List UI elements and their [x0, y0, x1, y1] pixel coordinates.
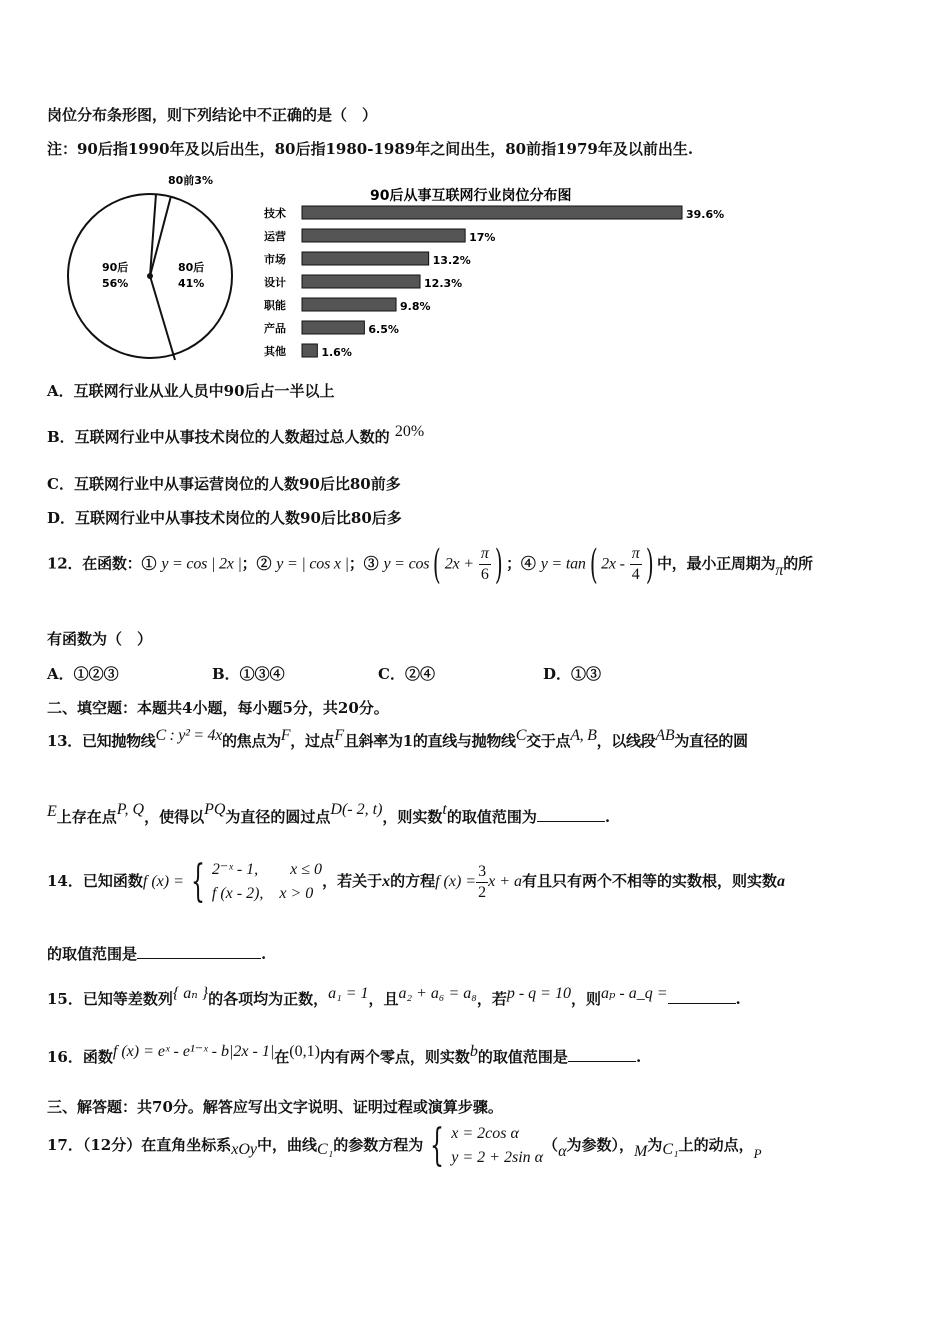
- bar: [302, 229, 465, 242]
- bar-category-label: 职能: [264, 299, 286, 312]
- q11-option-c: C．互联网行业中从事运营岗位的人数90后比80前多: [47, 475, 401, 493]
- q12-f4-inner: 2x -: [601, 555, 625, 573]
- pie-label-90: 90后: [102, 261, 129, 274]
- q12-f3-head: y = cos: [383, 555, 430, 573]
- q12-f4-fraction: $\frac{\pi}{4}$: [631, 545, 640, 583]
- q11-option-b-text: B．互联网行业中从事技术岗位的人数超过总人数的: [47, 428, 390, 446]
- q16-function: f (x) = eˣ - e¹⁻ˣ - b|2x - 1|: [112, 1043, 275, 1060]
- q14-answer-blank[interactable]: [137, 958, 261, 959]
- q12-tail: 的所: [783, 554, 813, 573]
- q12-f3-fraction: $\frac{\pi}{6}$: [480, 545, 489, 583]
- bar-value-label: 39.6%: [686, 208, 725, 221]
- bar-value-label: 13.2%: [432, 254, 471, 267]
- q12-option-c: C．②④: [378, 665, 435, 683]
- q12-f3-inner: 2x +: [444, 555, 474, 573]
- q13-parabola: C : y² = 4x: [155, 727, 222, 744]
- bar-category-label: 设计: [264, 276, 286, 289]
- q14-line1: 14．已知函数f (x) = { 2⁻ˣ - 1, x ≤ 0 f (x - 2), x > 0 ，若关于x的方程f (x) = $\frac{3}{2}$ x + a有且只有两个不相等的实数根，则实数a: [47, 856, 786, 907]
- q12-mid: 中，最小正周期为: [656, 554, 776, 573]
- q12-f1-mark: ①: [141, 554, 157, 573]
- bar-value-label: 17%: [469, 231, 496, 244]
- bar: [302, 298, 396, 311]
- q12-f1: y = cos | 2x |: [161, 555, 242, 573]
- section-2-heading: 二、填空题：本题共4小题，每小题5分，共20分。: [47, 699, 389, 717]
- q12-option-d: D．①③: [543, 665, 602, 683]
- q12-f3-mark: ；③: [348, 554, 379, 573]
- bar-value-label: 12.3%: [424, 277, 463, 290]
- pie-chart: [62, 172, 242, 362]
- q11-option-d: D．互联网行业中从事技术岗位的人数90后比80后多: [47, 509, 402, 527]
- q13-line2: E上存在点P, Q，使得以PQ为直径的圆过点D(- 2, t)，则实数t的取值范围为 .: [47, 801, 611, 826]
- pie-center: [147, 273, 153, 279]
- q17-parametric: x = 2cos α y = 2 + 2sin α: [451, 1125, 544, 1166]
- bar: [302, 252, 429, 265]
- q13-answer-blank[interactable]: [537, 821, 605, 822]
- q12-f2-mark: ；②: [241, 554, 272, 573]
- q11-note: 注：90后指1990年及以后出生，80后指1980-1989年之间出生，80前指1979年及以前出生.: [47, 140, 694, 158]
- q12-option-a: A．①②③: [47, 665, 119, 683]
- q14-piecewise: 2⁻ˣ - 1, x ≤ 0 f (x - 2), x > 0: [211, 861, 323, 902]
- bar: [302, 206, 682, 219]
- bar-category-label: 技术: [264, 207, 286, 220]
- pie-divider-90-80: [150, 276, 175, 360]
- q12-f2: y = | cos x |: [276, 555, 349, 573]
- pie-pct-90: 56%: [102, 277, 129, 290]
- bar-category-label: 产品: [264, 322, 286, 335]
- section-3-heading: 三、解答题：共70分。解答应写出文字说明、证明过程或演算步骤。: [47, 1098, 503, 1116]
- q12-f4-mark: ；④: [506, 554, 536, 573]
- bar-category-label: 其他: [264, 345, 286, 358]
- q12-line2: 有函数为（ ）: [47, 630, 153, 648]
- q11-option-b-math: 20%: [394, 423, 425, 440]
- q16-answer-blank[interactable]: [568, 1061, 636, 1062]
- q15-line: 15．已知等差数列{ aₙ }的各项均为正数，a₁ = 1，且a₂ + a₆ = a₈，若p - q = 10，则aₚ - a_q = .: [47, 985, 741, 1008]
- bar-value-label: 6.5%: [368, 323, 399, 336]
- q12-pi: π: [775, 561, 784, 579]
- q12-option-b: B．①③④: [212, 665, 285, 683]
- bar-category-label: 运营: [264, 230, 286, 243]
- q11-stem-end: 岗位分布条形图，则下列结论中不正确的是（ ）: [47, 106, 378, 124]
- bar-value-label: 9.8%: [400, 300, 431, 313]
- q16-line: 16．函数f (x) = eˣ - e¹⁻ˣ - b|2x - 1|在(0,1)内有两个零点，则实数b的取值范围是 .: [47, 1043, 642, 1066]
- bar: [302, 321, 364, 334]
- pie-pct-80: 41%: [178, 277, 205, 290]
- bar-category-label: 市场: [264, 253, 286, 266]
- bar: [302, 344, 317, 357]
- q11-option-b: [47, 423, 425, 447]
- bar: [302, 275, 420, 288]
- q11-option-a: A．互联网行业从业人员中90后占一半以上: [47, 382, 335, 400]
- bar-chart: [262, 180, 725, 365]
- q12-prefix: 12．在函数：: [47, 554, 142, 573]
- bar-chart-title: 90后从事互联网行业岗位分布图: [370, 188, 572, 204]
- q13-line1: 13．已知抛物线C : y² = 4x的焦点为F，过点F且斜率为1的直线与抛物线C交于点A, B，以线段AB为直径的圆: [47, 727, 748, 750]
- bar-value-label: 1.6%: [321, 346, 352, 359]
- pie-label-80: 80后: [178, 261, 205, 274]
- q13-point-d: D(- 2, t): [330, 801, 383, 818]
- q12-f4-head: y = tan: [540, 555, 586, 573]
- pie-label-80before: 80前3%: [168, 174, 213, 187]
- q14-line2: 的取值范围是 .: [47, 945, 267, 963]
- q17-line: 17．（12分）在直角坐标系xOy中，曲线C₁的参数方程为 { x = 2cos α y = 2 + 2sin α （α为参数），M为C₁上的动点，P: [47, 1120, 762, 1171]
- q12-line1: 12．在函数：① y = cos | 2x |；② y = | cos x |；③ y = cos( 2x + $\frac{\pi}{6}$ ) ；④ y = tan( 2x - $\frac{\pi}{4}$ ) 中，最小正周期为π的所: [47, 541, 813, 588]
- q15-answer-blank[interactable]: [668, 1003, 736, 1004]
